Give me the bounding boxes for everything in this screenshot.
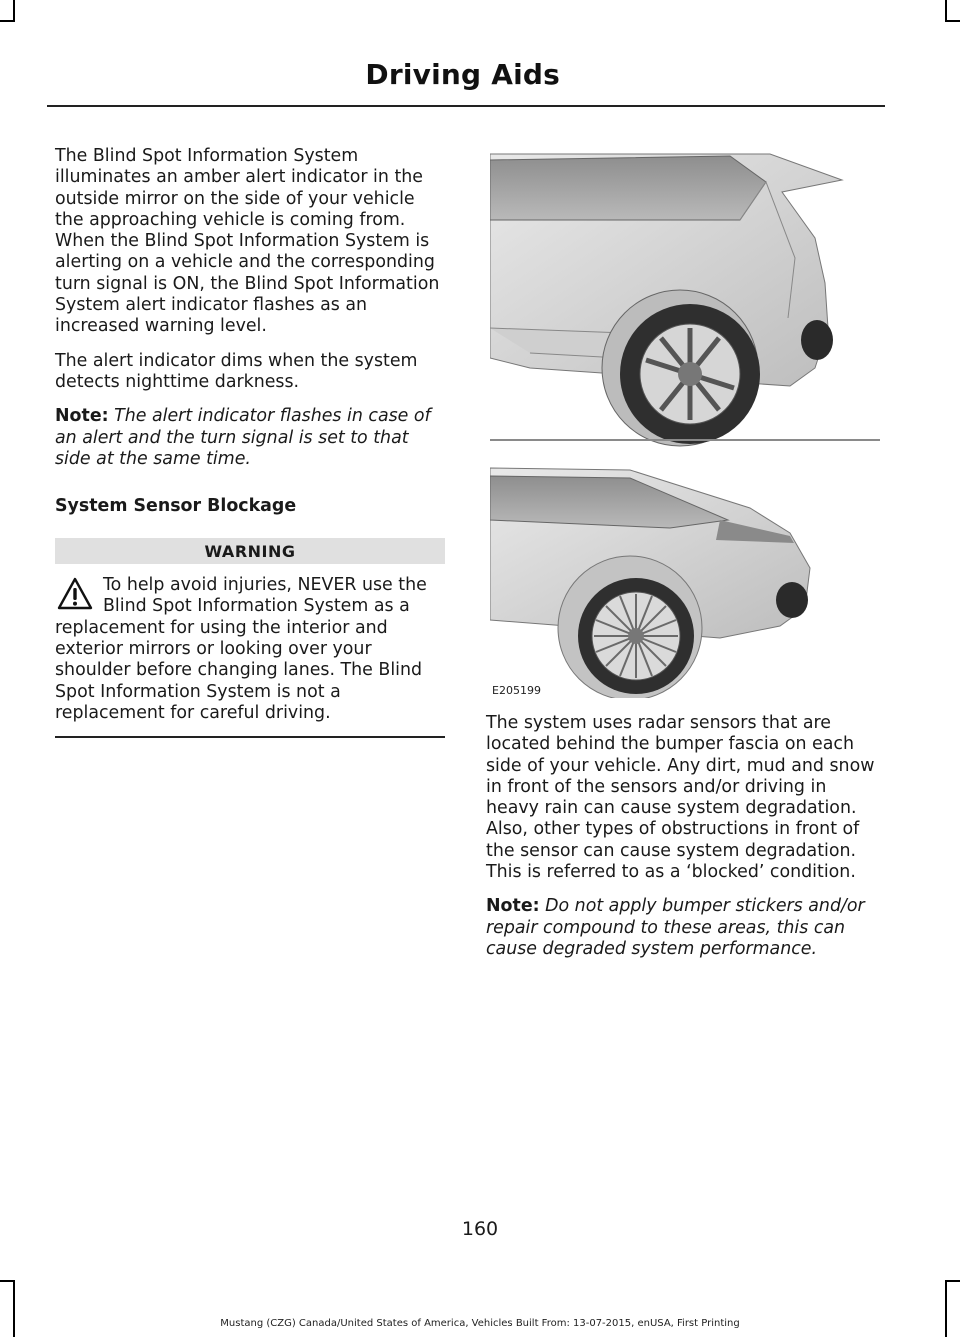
warning-text: To help avoid injuries, NEVER use the Blind Spot Information System as a replacement for using the interior and exterior mirrors or looking over your shoulder before changing lanes. The Blind Spot Information System is not a replacement for careful driving.	[55, 575, 427, 723]
figure-code: E205199	[492, 684, 541, 697]
blis-description-paragraph: The Blind Spot Information System illuminates an amber alert indicator in the outside mirror on the side of your vehicle the approaching vehicle is coming from. When the Blind Spot Information System is alerting on a vehicle and the corresponding turn signal is ON, the Blind Spot Information System alert indicator flashes as an increased warning level.	[55, 146, 440, 337]
warning-triangle-icon	[57, 577, 93, 611]
crop-mark	[0, 20, 15, 22]
crop-mark	[0, 1280, 15, 1282]
alert-note	[55, 406, 447, 470]
page-number: 160	[461, 1218, 499, 1240]
crop-mark	[13, 0, 15, 22]
right-column	[486, 713, 881, 973]
footer-text: Mustang (CZG) Canada/United States of America, Vehicles Built From: 13-07-2015, enUSA, First Printing	[220, 1318, 740, 1329]
sedan-illustration	[490, 468, 810, 698]
crop-mark	[945, 1280, 960, 1282]
note-label: Note:	[486, 896, 540, 917]
crop-mark	[945, 20, 960, 22]
vehicle-rear-illustration	[490, 148, 882, 698]
warning-label: WARNING	[55, 538, 445, 564]
suv-illustration	[490, 154, 880, 446]
radar-sensors-paragraph: The system uses radar sensors that are located behind the bumper fascia on each side of your vehicle. Any dirt, mud and snow in front of the sensors and/or driving in heavy rain can cause system degradation. Also, other types of obstructions in front of the sensor can cause system degradation. This is referred to as a ‘blocked’ condition.	[486, 713, 875, 883]
warning-body	[55, 575, 447, 724]
note-label: Note:	[55, 406, 109, 427]
warning-box	[55, 538, 447, 738]
warning-rule	[55, 736, 445, 738]
note-text: The alert indicator flashes in case of an alert and the turn signal is set to that side at the same time.	[55, 406, 431, 469]
page-title: Driving Aids	[365, 58, 560, 91]
alert-dim-paragraph: The alert indicator dims when the system detects nighttime darkness.	[55, 350, 418, 392]
bumper-note	[486, 896, 881, 960]
section-heading: System Sensor Blockage	[55, 496, 297, 517]
note-text: Do not apply bumper stickers and/or repair compound to these areas, this can cause degraded system performance.	[486, 896, 865, 959]
crop-mark	[945, 0, 947, 22]
header-rule	[47, 105, 885, 107]
left-column	[55, 146, 447, 738]
